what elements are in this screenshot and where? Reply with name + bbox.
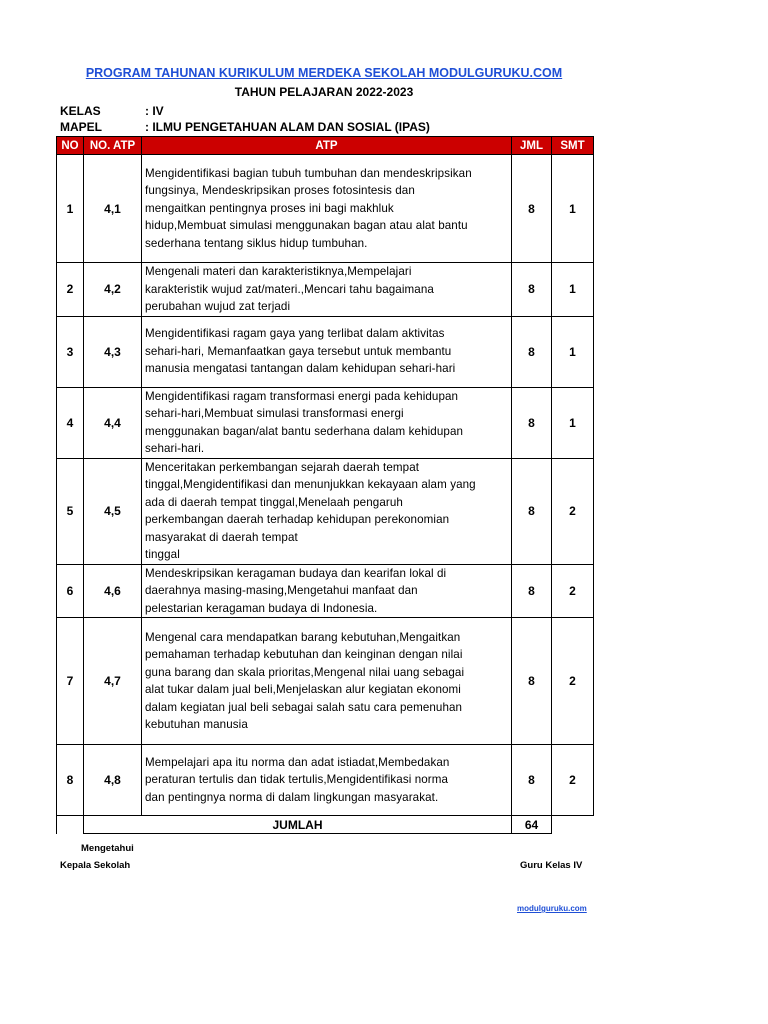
- signature-teacher-label: Guru Kelas IV: [520, 860, 583, 871]
- atp-description-line: sehari-hari,Membuat simulasi transformasi energi: [145, 407, 404, 420]
- table-row: [57, 387, 594, 458]
- footer-website-link[interactable]: modulguruku.com: [517, 904, 587, 913]
- atp-description-line: menggunakan bagan/alat bantu sederhana dalam kehidupan: [145, 424, 464, 438]
- atp-description-line: Menceritakan perkembangan sejarah daerah tempat: [145, 460, 420, 474]
- atp-description-line: manusia mengatasi tantangan dalam kehidupan sehari-hari: [145, 362, 456, 376]
- atp-description-line: tinggal,Mengidentifikasi dan menunjukkan kekayaan alam yang: [145, 478, 476, 491]
- kelas-label: KELAS: [60, 104, 101, 118]
- column-header-jml: JML: [512, 137, 552, 155]
- row-smt: 1: [552, 155, 594, 263]
- atp-description-line: sehari-hari, Memanfaatkan gaya tersebut untuk membantu: [145, 344, 452, 358]
- row-smt: 2: [552, 618, 594, 745]
- atp-description-line: tinggal: [145, 548, 180, 561]
- atp-description-line: Mengenal cara mendapatkan barang kebutuhan,Mengaitkan: [145, 630, 461, 644]
- row-atp-number: 4,5: [84, 458, 142, 564]
- table-row: [57, 316, 594, 387]
- row-atp-number: 4,2: [84, 263, 142, 317]
- row-smt: 1: [552, 316, 594, 387]
- mapel-label: MAPEL: [60, 120, 102, 134]
- kelas-row: [60, 104, 164, 118]
- row-atp-number: 4,1: [84, 155, 142, 263]
- column-header-atp: ATP: [142, 137, 512, 155]
- atp-description-line: Mengidentifikasi ragam transformasi energi pada kehidupan: [145, 389, 459, 403]
- row-atp-description: [142, 155, 512, 263]
- atp-description-line: ada di daerah tempat tinggal,Menelaah pengaruh: [145, 495, 403, 509]
- row-jml: 8: [512, 618, 552, 745]
- table-row: [57, 564, 594, 618]
- row-smt: 2: [552, 745, 594, 816]
- row-jml: 8: [512, 155, 552, 263]
- row-atp-number: 4,8: [84, 745, 142, 816]
- atp-description-line: perubahan wujud zat terjadi: [145, 300, 291, 313]
- atp-description-line: karakteristik wujud zat/materi.,Mencari tahu bagaimana: [145, 282, 434, 296]
- total-row: [57, 816, 594, 834]
- atp-description-line: guna barang dan skala prioritas,Mengenal nilai uang sebagai: [145, 665, 465, 679]
- atp-description-line: masyarakat di daerah tempat: [145, 530, 298, 544]
- kelas-value: : IV: [145, 104, 164, 118]
- row-jml: 8: [512, 564, 552, 618]
- column-header-smt: SMT: [552, 137, 594, 155]
- atp-description-line: pemahaman terhadap kebutuhan dan keinginan dengan nilai: [145, 648, 463, 661]
- atp-description-line: Mengidentifikasi ragam gaya yang terlibat dalam aktivitas: [145, 327, 445, 341]
- row-number: 3: [57, 316, 84, 387]
- atp-description-line: Mengenali materi dan karakteristiknya,Mempelajari: [145, 265, 412, 278]
- row-atp-number: 4,7: [84, 618, 142, 745]
- row-number: 5: [57, 458, 84, 564]
- academic-year: TAHUN PELAJARAN 2022-2023: [234, 85, 414, 99]
- atp-description-line: sehari-hari.: [145, 442, 205, 455]
- atp-description-line: alat tukar dalam jual beli,Menjelaskan alur kegiatan ekonomi: [145, 683, 461, 696]
- row-atp-description: [142, 316, 512, 387]
- total-value: 64: [512, 816, 552, 834]
- row-smt: 2: [552, 458, 594, 564]
- table-row: [57, 155, 594, 263]
- row-number: 2: [57, 263, 84, 317]
- row-jml: 8: [512, 387, 552, 458]
- atp-description-line: Mempelajari apa itu norma dan adat istiadat,Membedakan: [145, 755, 450, 769]
- atp-description-line: dalam kegiatan jual beli sebagai salah satu cara pemenuhan: [145, 700, 463, 714]
- atp-description-line: kebutuhan manusia: [145, 718, 248, 731]
- row-atp-description: [142, 564, 512, 618]
- row-jml: 8: [512, 745, 552, 816]
- row-atp-description: [142, 618, 512, 745]
- row-number: 4: [57, 387, 84, 458]
- signature-acknowledged-label: Mengetahui: [81, 843, 134, 854]
- row-number: 7: [57, 618, 84, 745]
- row-atp-description: [142, 263, 512, 317]
- table-row: [57, 458, 594, 564]
- atp-description-line: peraturan tertulis dan tidak tertulis,Mengidentifikasi norma: [145, 773, 449, 787]
- atp-description-line: dan pentingnya norma di dalam lingkungan masyarakat.: [145, 790, 439, 804]
- row-atp-number: 4,4: [84, 387, 142, 458]
- row-jml: 8: [512, 316, 552, 387]
- row-jml: 8: [512, 458, 552, 564]
- row-atp-description: [142, 387, 512, 458]
- row-smt: 1: [552, 387, 594, 458]
- total-label: JUMLAH: [84, 816, 512, 834]
- column-header-no: NO: [57, 137, 84, 155]
- atp-description-line: fungsinya, Mendeskripsikan proses fotosintesis dan: [145, 184, 415, 198]
- row-atp-description: [142, 458, 512, 564]
- table-row: [57, 618, 594, 745]
- atp-table: [56, 136, 594, 834]
- table-row: [57, 745, 594, 816]
- atp-description-line: pelestarian keragaman budaya di Indonesia.: [145, 601, 378, 615]
- row-smt: 1: [552, 263, 594, 317]
- atp-description-line: Mengidentifikasi bagian tubuh tumbuhan dan mendeskripsikan: [145, 166, 472, 180]
- atp-description-line: hidup,Membuat simulasi menggunakan bagan atau alat bantu: [145, 219, 468, 233]
- atp-description-line: Mendeskripsikan keragaman budaya dan kearifan lokal di: [145, 566, 447, 580]
- row-atp-number: 4,3: [84, 316, 142, 387]
- row-number: 6: [57, 564, 84, 618]
- atp-description-line: daerahnya masing-masing,Mengetahui manfaat dan: [145, 584, 418, 597]
- row-number: 1: [57, 155, 84, 263]
- atp-description-line: perkembangan daerah terhadap kehidupan perekonomian: [145, 513, 450, 526]
- signature-principal-label: Kepala Sekolah: [60, 860, 131, 871]
- row-atp-number: 4,6: [84, 564, 142, 618]
- row-smt: 2: [552, 564, 594, 618]
- total-spacer: [57, 816, 84, 834]
- table-header-row: [57, 137, 594, 155]
- row-jml: 8: [512, 263, 552, 317]
- row-atp-description: [142, 745, 512, 816]
- row-number: 8: [57, 745, 84, 816]
- mapel-row: [60, 120, 430, 134]
- table-row: [57, 263, 594, 317]
- total-empty: [552, 816, 594, 834]
- document-title: PROGRAM TAHUNAN KURIKULUM MERDEKA SEKOLAH MODULGURUKU.COM: [85, 66, 563, 80]
- mapel-value: : ILMU PENGETAHUAN ALAM DAN SOSIAL (IPAS): [145, 120, 430, 134]
- atp-description-line: sederhana tentang siklus hidup tumbuhan.: [145, 236, 368, 250]
- column-header-no-atp: NO. ATP: [84, 137, 142, 155]
- atp-description-line: mengaitkan pentingnya proses ini bagi makhluk: [145, 201, 394, 215]
